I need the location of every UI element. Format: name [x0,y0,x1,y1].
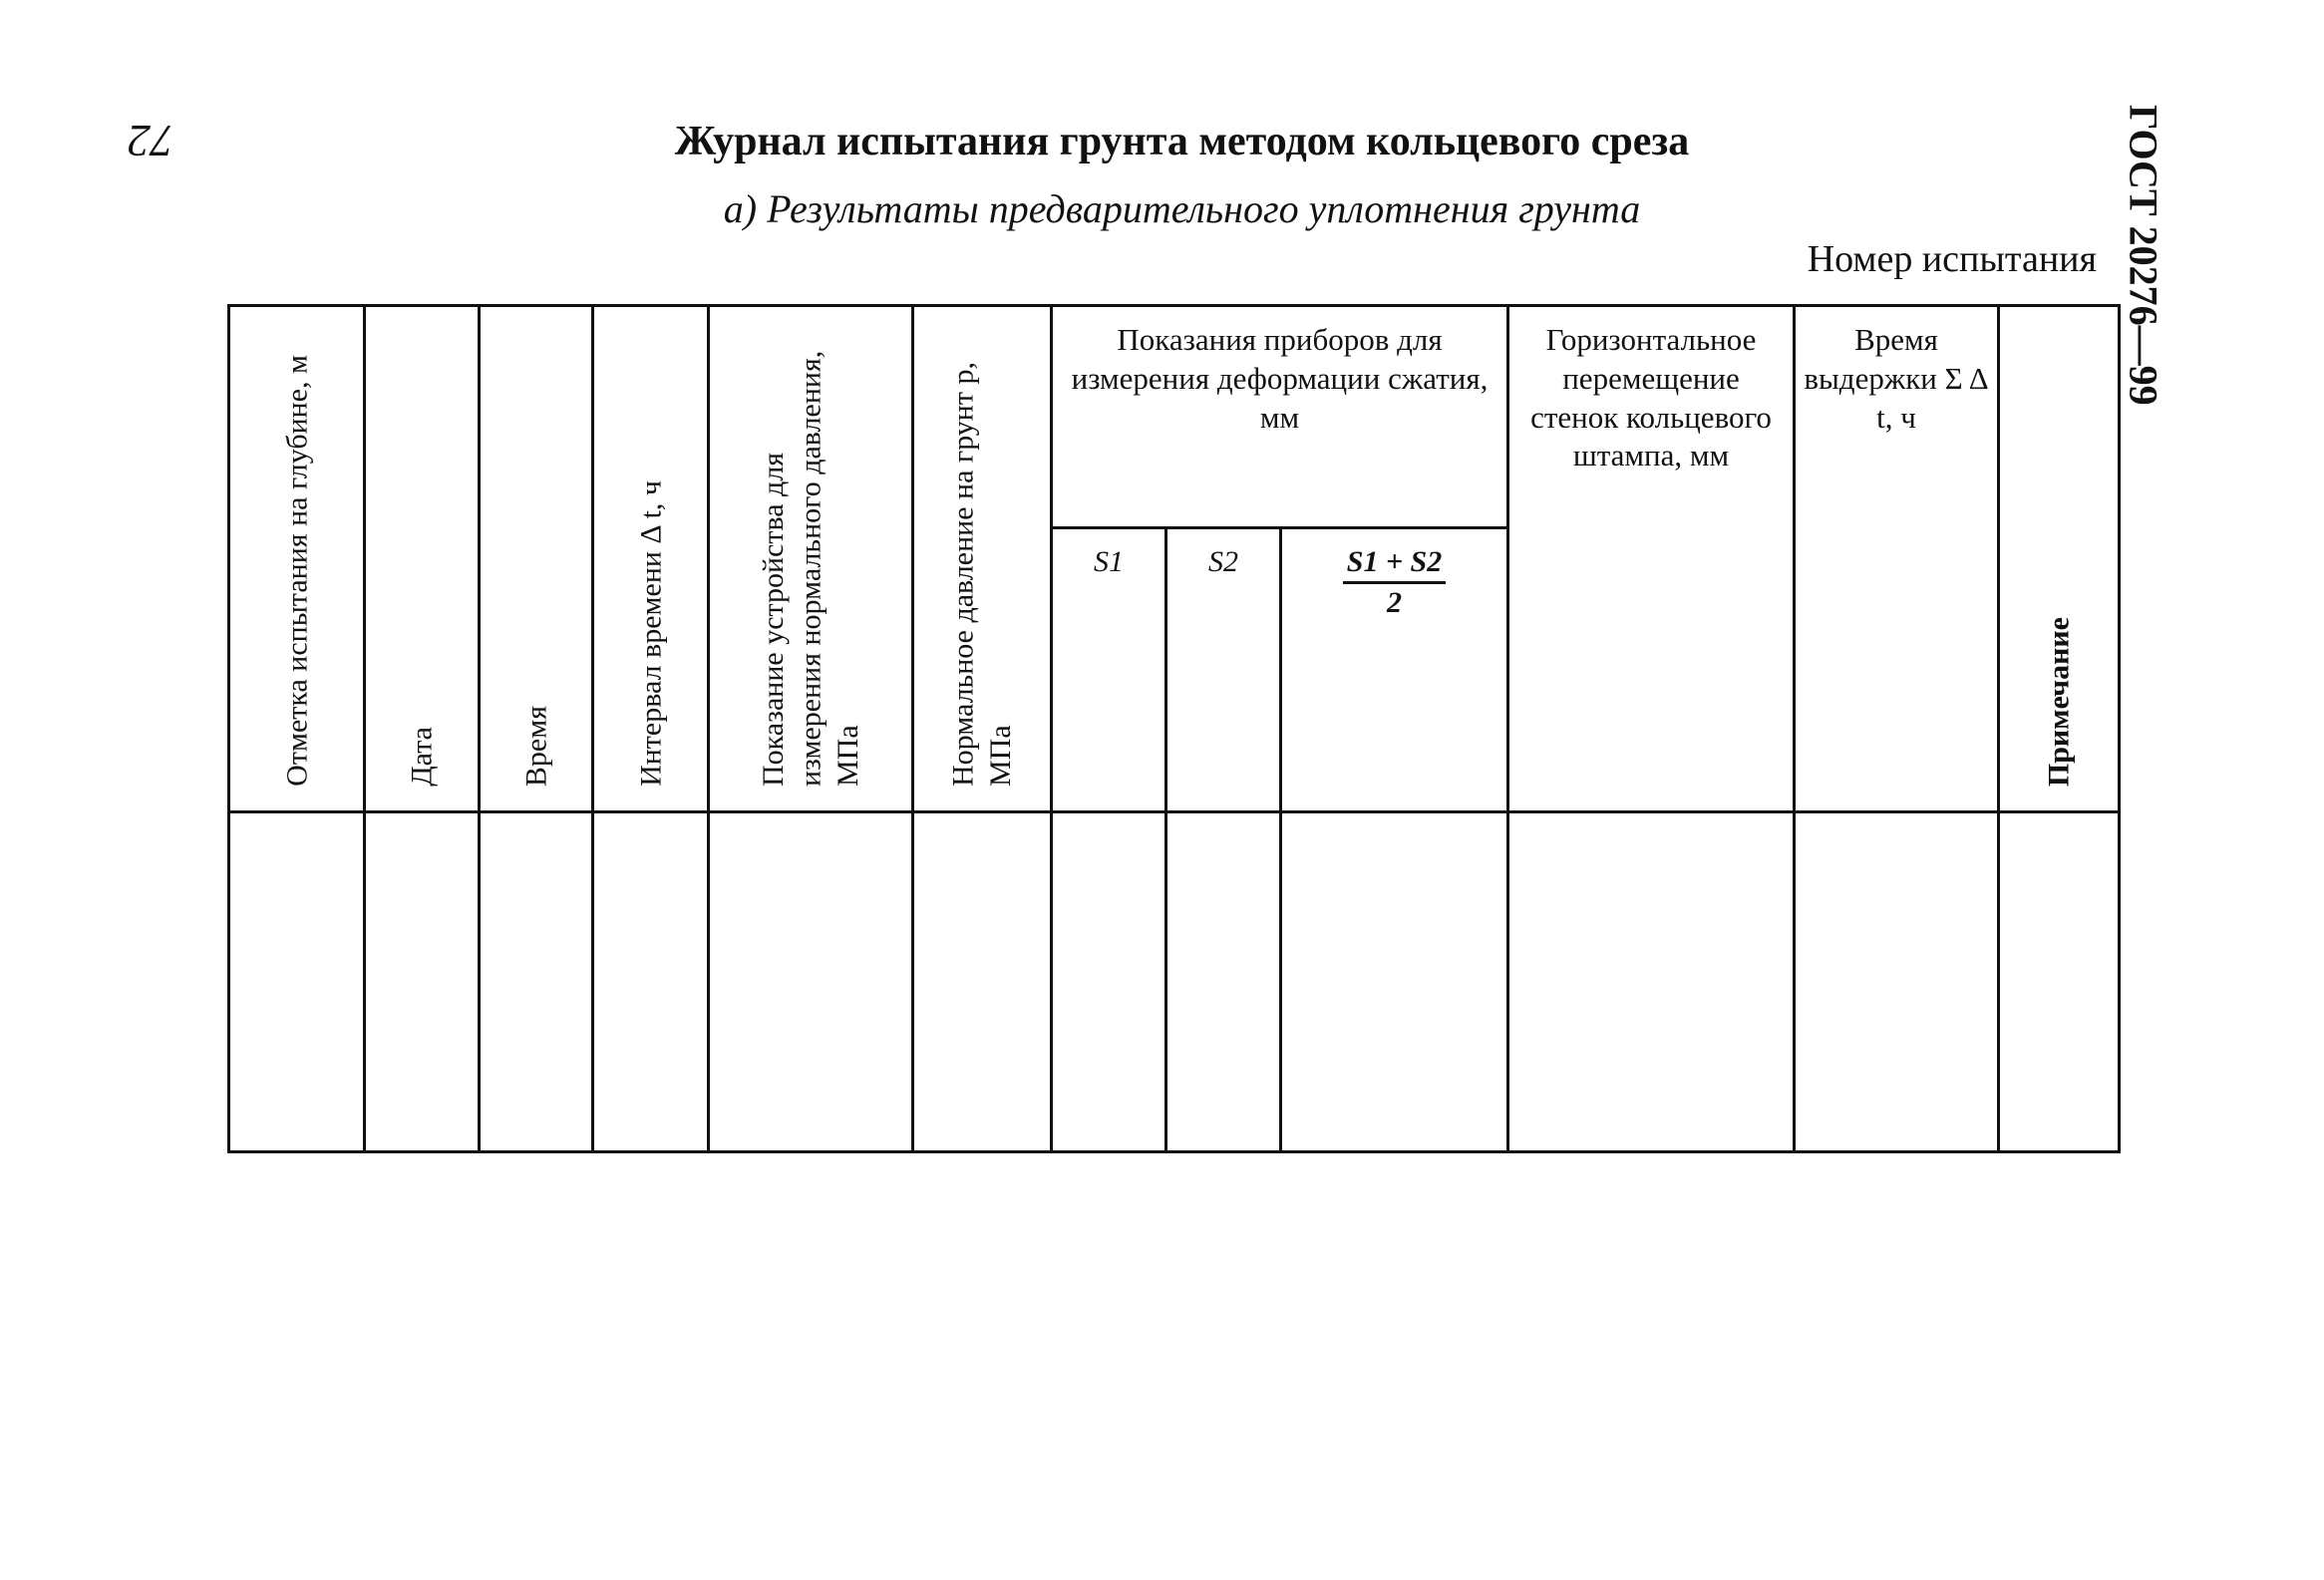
page-number: 72 [128,116,173,166]
cell-s1 [1052,812,1166,1152]
s-average-fraction: $\frac{S1 + S2}{2}$ [1343,543,1446,621]
col-header-normal-pressure: Нормальное давление на грунт p, МПа [913,306,1052,812]
test-log-table [227,304,2121,1153]
col-header-time: Время [480,306,593,812]
standard-code: ГОСТ 20276—99 [2121,105,2166,406]
cell-interval [593,812,709,1152]
col-header-s-average [1281,528,1508,812]
cell-s-average [1281,812,1508,1152]
col-header-s1: S1 [1052,528,1166,812]
cell-horizontal-displacement [1508,812,1795,1152]
col-header-elevation: Отметка испытания на глубине, м [229,306,365,812]
table-row [229,812,2120,1152]
cell-elevation [229,812,365,1152]
col-header-horizontal-displacement: Горизонтальное перемещение стенок кольцевого штампа, мм [1508,306,1795,812]
document-title: Журнал испытания грунта методом кольцевого среза [674,119,1690,164]
section-subtitle: а) Результаты предварительного уплотнения грунта [723,186,1641,231]
col-header-deformation-group: Показания приборов для измерения деформации сжатия, мм [1052,306,1508,528]
col-header-interval: Интервал времени Δ t, ч [593,306,709,812]
cell-hold-time [1795,812,1999,1152]
col-header-device-reading: Показание устройства для измерения нормального давления, МПа [709,306,913,812]
cell-note [1999,812,2120,1152]
cell-normal-pressure [913,812,1052,1152]
col-header-date: Дата [365,306,480,812]
header-row-top [229,306,2120,528]
col-header-hold-time: Время выдержки Σ Δ t, ч [1795,306,1999,812]
col-header-note: Примечание [1999,306,2120,812]
cell-date [365,812,480,1152]
col-header-s2: S2 [1166,528,1281,812]
cell-time [480,812,593,1152]
cell-device-reading [709,812,913,1152]
test-number-label: Номер испытания [1807,238,2097,280]
cell-s2 [1166,812,1281,1152]
